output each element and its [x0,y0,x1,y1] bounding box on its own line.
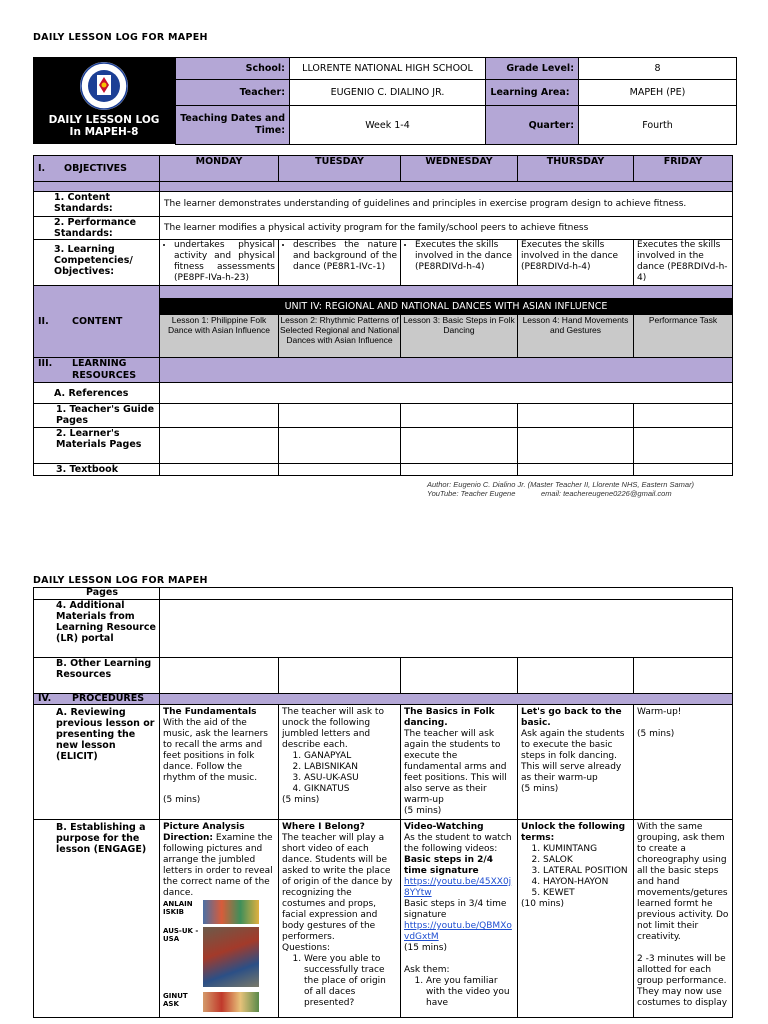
procedure-b-friday: With the same grouping, ask them to create a choreography using all the basic steps and hand movements/getures learned formt he previous activity. Do not limit their creativity. 2 -3 minutes will be allotted for each group performance. They may now use costumes to display [634,820,733,1018]
logo-block [33,57,175,144]
competency-monday: • undertakes physical activity and physical fitness assessments (PE8PF-IVa-h-23) [160,240,279,286]
procedure-b-monday: Picture Analysis Direction: Examine the following pictures and arrange the jumbled letters in order to reveal the correct name of the dance. ANLAIN ISKIB AUS-UK -USA GINUT ASK [160,820,279,1018]
logo-caption-line2: In MAPEH-8 [69,126,139,138]
additional-materials-label: 4. Additional Materials from Learning Resource (LR) portal [34,600,160,658]
performance-standards-label: 2. Performance Standards: [34,217,160,240]
competency-friday: Executes the skills involved in the dance (PE8RDIVd-h-4) [634,240,733,286]
procedure-a-friday: Warm-up! (5 mins) [634,705,733,820]
lesson-friday: Performance Task [634,315,733,358]
content-standards-text: The learner demonstrates understanding of guidelines and principles in exercise program design to achieve fitness. [160,192,733,217]
quarter-value: Fourth [579,106,737,145]
dates-value: Week 1-4 [290,106,486,145]
doc-title-page2: DAILY LESSON LOG FOR MAPEH [33,575,208,586]
dance-photo-2 [203,927,259,987]
lesson-table-page2 [33,587,733,1018]
school-label: School: [176,58,290,80]
lm-pages-label: 2. Learner's Materials Pages [34,428,160,464]
procedure-a-tuesday: The teacher will ask to unock the following jumbled letters and describe each. 1. GANAPYAL 2. LABISNIKAN 3. ASU-UK-ASU 4. GIKNATUS (5 mins) [279,705,401,820]
procedures-heading: IV. PROCEDURES [34,694,160,705]
day-monday: MONDAY [160,156,279,182]
procedure-a-thursday: Let's go back to the basic. Ask again the students to execute the basic steps in folk dancing. This will serve already as their warm-up (5 mins) [518,705,634,820]
procedure-a-monday: The Fundamentals With the aid of the music, ask the learners to recall the arms and feet positions in folk dance. Follow the rhythm of the music. (5 mins) [160,705,279,820]
competency-thursday: Executes the skills involved in the dance (PE8RDIVd-h-4) [518,240,634,286]
lesson-wednesday: Lesson 3: Basic Steps in Folk Dancing [401,315,518,358]
competency-wednesday: • Executes the skills involved in the dance (PE8RDIVd-h-4) [401,240,518,286]
performance-standards-text: The learner modifies a physical activity program for the family/school peers to achieve fitness [160,217,733,240]
video-link-1[interactable]: https://youtu.be/45XX0j8YYtw [404,877,512,898]
competency-tuesday: • describes the nature and background of the dance (PE8R1-IVc-1) [279,240,401,286]
youtube-note: YouTube: Teacher Eugene [427,489,516,498]
teacher-label: Teacher: [176,80,290,106]
grade-label: Grade Level: [486,58,579,80]
lesson-monday: Lesson 1: Philippine Folk Dance with Asian Influence [160,315,279,358]
dance-photo-1 [203,900,259,924]
tg-pages-label: 1. Teacher's Guide Pages [34,404,160,428]
pic-label-1: ANLAIN ISKIB [163,900,193,916]
procedure-b-label: B. Establishing a purpose for the lesson (ENGAGE) [34,820,160,1018]
pic-label-2: AUS-UK -USA [163,927,199,943]
school-value: LLORENTE NATIONAL HIGH SCHOOL [290,58,486,80]
procedure-a-wednesday: The Basics in Folk dancing. The teacher will ask again the students to execute the fundamental arms and feet positions. This will also serve as their warm-up (5 mins) [401,705,518,820]
video-link-2[interactable]: https://youtu.be/QBMXovdGxtM [404,921,512,942]
day-tuesday: TUESDAY [279,156,401,182]
content-standards-label: 1. Content Standards: [34,192,160,217]
competencies-label: 3. Learning Competencies/ Objectives: [34,240,160,286]
dance-photo-3 [203,992,259,1012]
area-value: MAPEH (PE) [579,80,737,106]
textbook-label: 3. Textbook [34,464,160,476]
procedure-b-tuesday: Where I Belong? The teacher will play a short video of each dance. Students will be asked to write the place of origin of the dance by recognizing the costumes and props, facial expression and body gestures of the performers. Questions: 1. Were you able to successfully trace the place of origin of all daces presented? [279,820,401,1018]
lesson-thursday: Lesson 4: Hand Movements and Gestures [518,315,634,358]
references-label: A. References [34,383,160,404]
doc-title: DAILY LESSON LOG FOR MAPEH [33,32,208,43]
resources-heading: III. LEARNING RESOURCES [34,358,160,383]
area-label: Learning Area: [486,80,579,106]
objectives-heading: I. OBJECTIVES [34,156,160,182]
grade-value: 8 [579,58,737,80]
lesson-table-page1 [33,155,733,476]
logo-caption-line1: DAILY LESSON LOG [48,114,160,126]
dance-pictures [163,900,275,1012]
day-friday: FRIDAY [634,156,733,182]
deped-seal-icon [76,61,132,111]
header-table [175,57,737,145]
day-thursday: THURSDAY [518,156,634,182]
procedure-a-label: A. Reviewing previous lesson or presenting the new lesson (ELICIT) [34,705,160,820]
day-wednesday: WEDNESDAY [401,156,518,182]
teacher-value: EUGENIO C. DIALINO JR. [290,80,486,106]
lesson-tuesday: Lesson 2: Rhythmic Patterns of Selected Regional and National Dances with Asian Influence [279,315,401,358]
pages-continued-label: Pages [34,588,160,600]
content-heading: II. CONTENT [34,286,160,358]
quarter-label: Quarter: [486,106,579,145]
dates-label: Teaching Dates and Time: [176,106,290,145]
procedure-b-thursday: Unlock the following terms: 1. KUMINTANG 2. SALOK 3. LATERAL POSITION 4. HAYON-HAYON 5. KEWET (10 mins) [518,820,634,1018]
author-note: Author: Eugenio C. Dialino Jr. (Master Teacher II, Llorente NHS, Eastern Samar) [427,480,695,489]
email-note: email: teachereugene0226@gmail.com [541,489,672,498]
unit-title: UNIT IV: REGIONAL AND NATIONAL DANCES WITH ASIAN INFLUENCE [160,299,733,315]
other-resources-label: B. Other Learning Resources [34,658,160,694]
procedure-b-wednesday: Video-Watching As the student to watch the following videos: Basic steps in 2/4 time signature https://youtu.be/45XX0j8YYtw Basic steps in 3/4 time signature https://youtu.be/QBMXovdGxtM (15 mins) Ask them: 1. Are you familiar with the video you have [401,820,518,1018]
pic-label-3: GINUT ASK [163,992,188,1008]
